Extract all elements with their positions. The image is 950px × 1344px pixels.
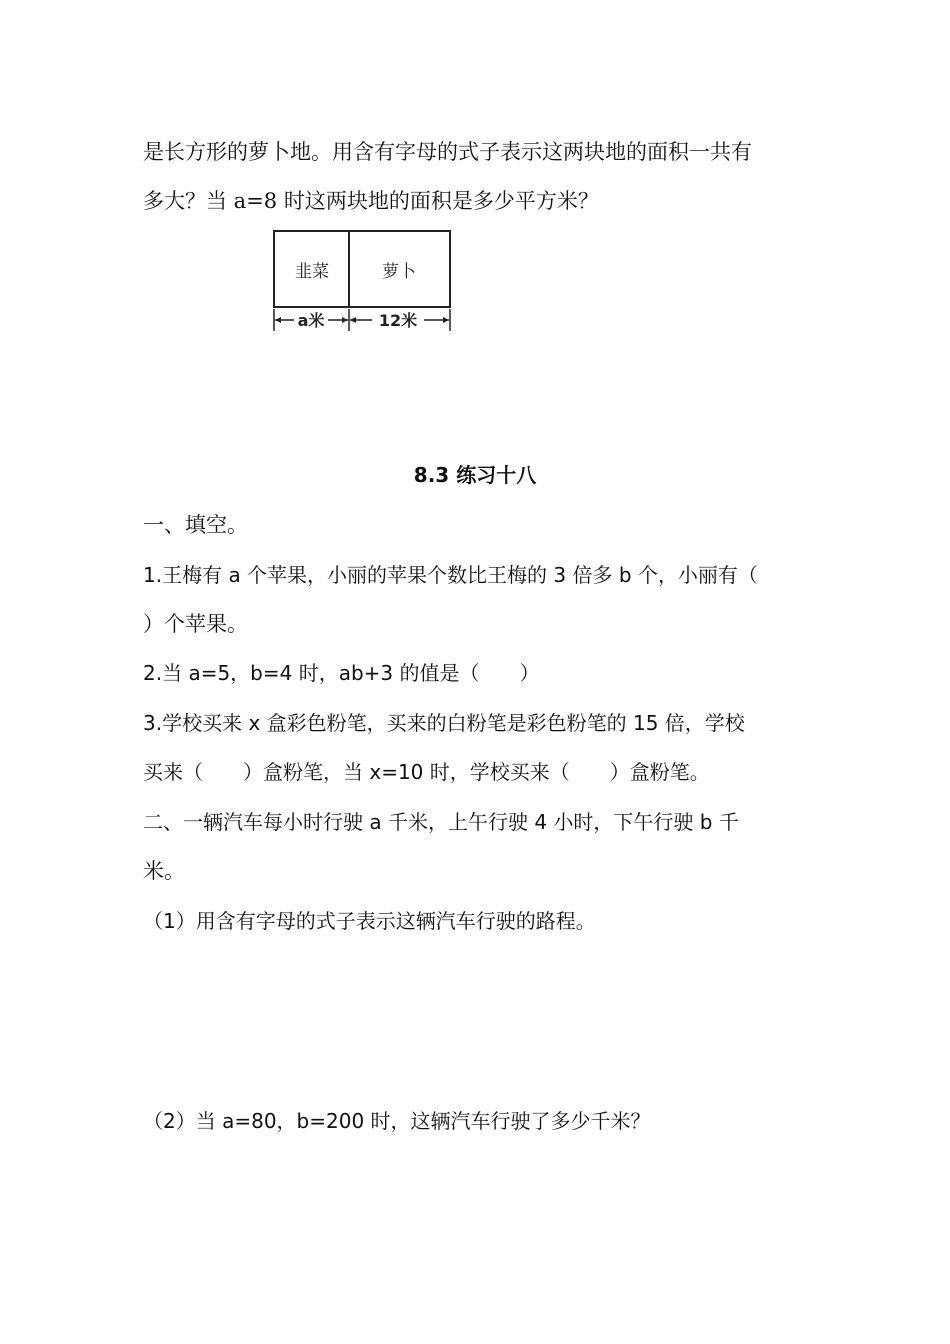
question-3-line-1: 3.学校买来 x 盒彩色粉笔，买来的白粉笔是彩色粉笔的 15 倍，学校 xyxy=(143,711,745,735)
question-1-line-2: ）个苹果。 xyxy=(143,612,248,636)
right-dimension-label: 12米 xyxy=(378,311,418,330)
section-title: 8.3 练习十八 xyxy=(413,463,537,487)
sub-question-1: （1）用含有字母的式子表示这辆汽车行驶的路程。 xyxy=(143,909,596,933)
radish-label: 萝卜 xyxy=(382,262,416,282)
part2-heading-line-2: 米。 xyxy=(143,859,185,883)
chives-label: 韭菜 xyxy=(295,262,329,282)
left-dimension-label: a米 xyxy=(297,311,325,330)
question-2: 2.当 a=5，b=4 时，ab+3 的值是（ ） xyxy=(143,661,540,685)
problem-text-line-1: 是长方形的萝卜地。用含有字母的式子表示这两块地的面积一共有 xyxy=(143,140,752,164)
sub-question-2: （2）当 a=80，b=200 时，这辆汽车行驶了多少千米？ xyxy=(143,1109,651,1133)
part2-heading-line-1: 二、一辆汽车每小时行驶 a 千米，上午行驶 4 小时，下午行驶 b 千 xyxy=(143,810,739,834)
part1-heading: 一、填空。 xyxy=(143,513,248,537)
question-3-line-2: 买来（ ）盒粉笔，当 x=10 时，学校买来（ ）盒粉笔。 xyxy=(143,760,710,784)
field-diagram xyxy=(272,229,452,333)
problem-text-line-2: 多大？当 a=8 时这两块地的面积是多少平方米？ xyxy=(143,189,599,213)
question-1-line-1: 1.王梅有 a 个苹果，小丽的苹果个数比王梅的 3 倍多 b 个，小丽有（ xyxy=(143,563,758,587)
